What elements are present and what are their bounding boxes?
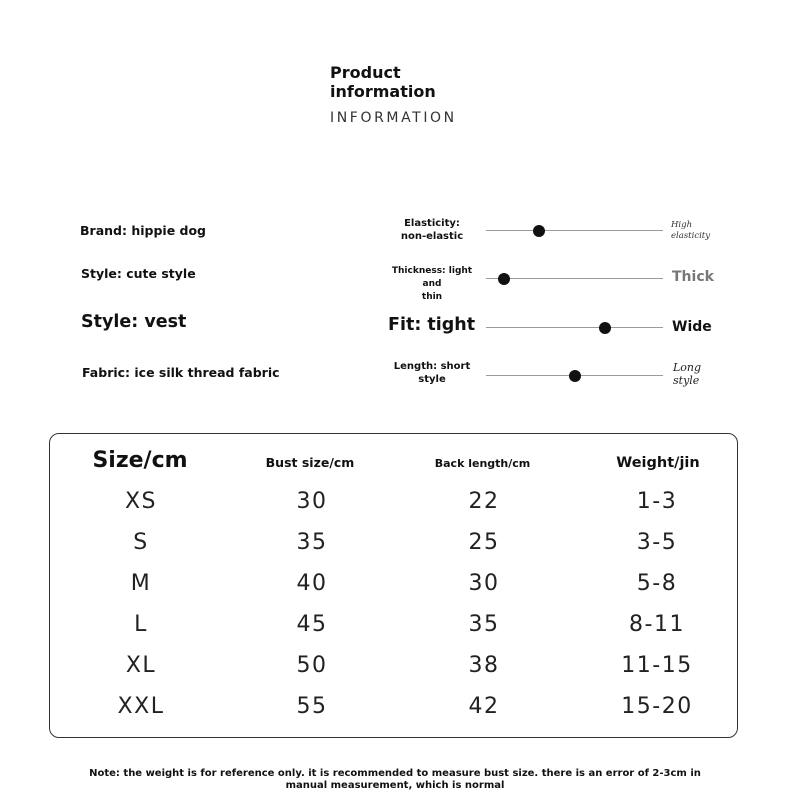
cell-size: XL — [125, 653, 157, 678]
length-right-label — [673, 361, 701, 387]
cell-weight: 1-3 — [636, 489, 678, 514]
cell-bust: 55 — [296, 694, 328, 719]
cell-weight: 8-11 — [629, 612, 685, 637]
cell-size: M — [130, 571, 152, 596]
footer-note: Note: the weight is for reference only. it is recommended to measure bust size. there is an error of 2-3cm in manual measurement, which is normal — [89, 768, 701, 791]
cell-size: XXL — [117, 694, 165, 719]
cell-bust: 35 — [296, 530, 328, 555]
cell-size: L — [134, 612, 148, 637]
elasticity-right-label — [671, 220, 710, 242]
elasticity-label — [388, 217, 476, 243]
cell-bust: 30 — [296, 489, 328, 514]
cell-back-length: 38 — [468, 653, 500, 678]
cell-weight: 11-15 — [621, 653, 693, 678]
cell-weight: 5-8 — [636, 571, 678, 596]
length-label-line1: Length: short — [393, 361, 471, 372]
cell-bust: 50 — [296, 653, 328, 678]
cell-bust: 45 — [296, 612, 328, 637]
page-subtitle: INFORMATION — [330, 110, 457, 126]
thickness-label — [383, 265, 481, 304]
cell-size: XS — [124, 489, 158, 514]
header-size: Size/cm — [92, 448, 188, 473]
attr-brand: Brand: hippie dog — [80, 223, 207, 238]
fit-label: Fit: tight — [388, 315, 476, 335]
fit-indicator — [599, 322, 611, 334]
length-indicator — [569, 370, 581, 382]
thickness-track — [486, 278, 663, 279]
cell-back-length: 25 — [468, 530, 500, 555]
header-bust: Bust size/cm — [265, 455, 355, 470]
elasticity-label-line2: non-elastic — [400, 231, 464, 242]
header-back-length: Back length/cm — [434, 457, 531, 470]
fit-right-label: Wide — [672, 319, 712, 335]
length-right-line1: Long — [673, 361, 702, 374]
size-table — [49, 433, 738, 738]
cell-bust: 40 — [296, 571, 328, 596]
thickness-right-label: Thick — [672, 269, 714, 285]
elasticity-label-line1: Elasticity: — [404, 218, 460, 229]
cell-weight: 15-20 — [621, 694, 693, 719]
thickness-label-line2: thin — [421, 292, 443, 302]
header-weight: Weight/jin — [616, 455, 700, 471]
cell-size: S — [133, 530, 149, 555]
cell-back-length: 35 — [468, 612, 500, 637]
page-title-line2: information — [330, 82, 436, 101]
cell-back-length: 22 — [468, 489, 500, 514]
length-label-line2: style — [418, 374, 446, 385]
fit-track — [486, 327, 663, 328]
attr-fabric: Fabric: ice silk thread fabric — [82, 365, 280, 380]
attr-style-cute: Style: cute style — [81, 266, 196, 281]
attr-style-vest: Style: vest — [81, 312, 187, 332]
elasticity-right-line2: elasticity — [671, 231, 711, 241]
elasticity-indicator — [533, 225, 545, 237]
thickness-label-line1: Thickness: light and — [391, 266, 473, 289]
cell-weight: 3-5 — [636, 530, 678, 555]
page-title-line1: Product — [330, 63, 401, 82]
elasticity-track — [486, 230, 663, 231]
length-label — [388, 360, 476, 386]
length-right-line2: style — [673, 374, 700, 387]
thickness-indicator — [498, 273, 510, 285]
cell-back-length: 30 — [468, 571, 500, 596]
cell-back-length: 42 — [468, 694, 500, 719]
elasticity-right-line1: High — [671, 220, 693, 230]
